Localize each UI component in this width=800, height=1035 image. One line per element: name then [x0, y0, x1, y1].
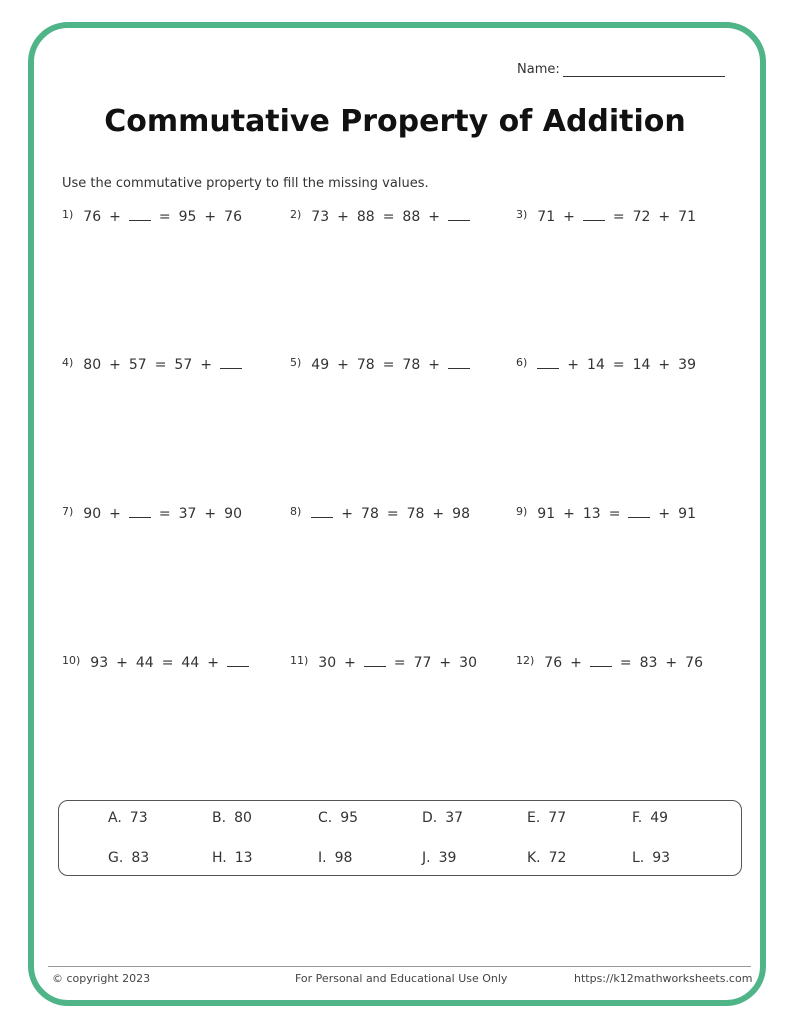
answer-value: 77 [548, 810, 567, 826]
problem-3 [516, 208, 704, 225]
answer-letter: K. [527, 850, 541, 866]
plus-sign: + [204, 506, 217, 522]
plus-sign: + [204, 209, 217, 225]
footer-copyright: © copyright 2023 [52, 972, 151, 985]
plus-sign: + [428, 209, 440, 225]
problem-number: 6) [516, 356, 528, 369]
equals-sign: = [393, 655, 406, 671]
problem-number: 11) [290, 654, 309, 667]
plus-sign: + [207, 655, 219, 671]
plus-sign: + [563, 209, 575, 225]
operand: 76 [83, 209, 102, 225]
equals-sign: = [158, 209, 171, 225]
operand: 14 [632, 357, 651, 373]
problem-number: 10) [62, 654, 81, 667]
operand: 91 [678, 506, 696, 522]
operand: 98 [452, 506, 470, 522]
plus-sign: + [439, 655, 452, 671]
operand: 71 [537, 209, 556, 225]
answer-value: 80 [234, 810, 252, 826]
plus-sign: + [658, 209, 671, 225]
problem-number: 9) [516, 505, 528, 518]
name-label: Name: [517, 62, 560, 77]
answer-blank[interactable] [583, 208, 605, 221]
operand: 30 [459, 655, 477, 671]
operand: 88 [356, 209, 375, 225]
operand: 90 [83, 506, 102, 522]
plus-sign: + [570, 655, 582, 671]
answer-blank[interactable] [220, 356, 242, 369]
answer-blank[interactable] [590, 654, 612, 667]
equals-sign: = [382, 357, 395, 373]
answer-value: 49 [650, 810, 669, 826]
equals-sign: = [612, 209, 625, 225]
equals-sign: = [154, 357, 167, 373]
operand: 78 [356, 357, 375, 373]
problem-number: 4) [62, 356, 74, 369]
operand: 57 [174, 357, 193, 373]
problem-number: 12) [516, 654, 535, 667]
answer-blank[interactable] [628, 505, 650, 518]
problem-5 [290, 356, 478, 373]
equals-sign: = [619, 655, 632, 671]
plus-sign: + [567, 357, 580, 373]
answer-letter: B. [212, 810, 227, 826]
problem-number: 8) [290, 505, 302, 518]
plus-sign: + [337, 357, 349, 373]
plus-sign: + [116, 655, 128, 671]
answer-option [108, 850, 149, 866]
problem-number: 2) [290, 208, 302, 221]
answer-option [422, 850, 456, 866]
answer-blank[interactable] [537, 356, 559, 369]
answer-option [527, 810, 566, 826]
operand: 44 [181, 655, 200, 671]
problem-6 [516, 356, 704, 373]
plus-sign: + [341, 506, 354, 522]
plus-sign: + [432, 506, 445, 522]
operand: 91 [537, 506, 556, 522]
plus-sign: + [200, 357, 212, 373]
operand: 76 [224, 209, 242, 225]
problem-9 [516, 505, 704, 522]
operand: 90 [224, 506, 242, 522]
plus-sign: + [428, 357, 440, 373]
operand: 13 [582, 506, 601, 522]
plus-sign: + [109, 357, 121, 373]
answer-letter: F. [632, 810, 643, 826]
plus-sign: + [665, 655, 678, 671]
answer-blank[interactable] [448, 208, 470, 221]
operand: 83 [639, 655, 658, 671]
answer-blank[interactable] [448, 356, 470, 369]
problem-11 [290, 654, 485, 671]
plus-sign: + [658, 357, 671, 373]
answer-letter: E. [527, 810, 541, 826]
answer-value: 39 [438, 850, 457, 866]
operand: 78 [402, 357, 421, 373]
operand: 72 [632, 209, 651, 225]
answer-option [212, 810, 252, 826]
operand: 80 [83, 357, 102, 373]
answer-value: 73 [129, 810, 148, 826]
footer-usage: For Personal and Educational Use Only [295, 972, 508, 985]
answer-letter: D. [422, 810, 438, 826]
answer-letter: H. [212, 850, 227, 866]
answer-blank[interactable] [129, 505, 151, 518]
answer-letter: L. [632, 850, 645, 866]
answer-blank[interactable] [311, 505, 333, 518]
answer-option [318, 810, 358, 826]
problem-10 [62, 654, 257, 671]
problem-number: 7) [62, 505, 74, 518]
operand: 88 [402, 209, 421, 225]
problem-2 [290, 208, 478, 225]
answer-option [422, 810, 463, 826]
answer-option [108, 810, 148, 826]
instructions: Use the commutative property to fill the missing values. [62, 176, 429, 191]
problem-4 [62, 356, 250, 373]
answer-letter: J. [422, 850, 431, 866]
operand: 44 [135, 655, 154, 671]
problem-8 [290, 505, 478, 522]
name-field [517, 62, 725, 77]
answer-value: 83 [131, 850, 150, 866]
plus-sign: + [337, 209, 349, 225]
worksheet-title: Commutative Property of Addition [104, 104, 686, 139]
operand: 95 [178, 209, 197, 225]
operand: 30 [318, 655, 337, 671]
footer-divider [48, 966, 751, 967]
problem-12 [516, 654, 711, 671]
operand: 76 [544, 655, 563, 671]
operand: 93 [90, 655, 109, 671]
equals-sign: = [612, 357, 625, 373]
answer-blank[interactable] [227, 654, 249, 667]
answer-value: 37 [445, 810, 464, 826]
problem-1 [62, 208, 250, 225]
answer-option [632, 810, 668, 826]
answer-option [212, 850, 253, 866]
equals-sign: = [382, 209, 395, 225]
operand: 76 [685, 655, 703, 671]
answer-option [318, 850, 352, 866]
operand: 71 [678, 209, 696, 225]
name-blank[interactable] [563, 62, 725, 77]
operand: 78 [361, 506, 379, 522]
plus-sign: + [109, 209, 121, 225]
answer-value: 93 [652, 850, 671, 866]
answer-letter: A. [108, 810, 122, 826]
problem-number: 5) [290, 356, 302, 369]
operand: 78 [406, 506, 425, 522]
problem-number: 3) [516, 208, 528, 221]
answer-value: 95 [340, 810, 359, 826]
answer-option [527, 850, 566, 866]
plus-sign: + [344, 655, 356, 671]
plus-sign: + [109, 506, 121, 522]
answer-value: 98 [334, 850, 353, 866]
answer-letter: G. [108, 850, 124, 866]
answer-blank[interactable] [129, 208, 151, 221]
problem-7 [62, 505, 250, 522]
equals-sign: = [161, 655, 174, 671]
plus-sign: + [658, 506, 671, 522]
answer-option [632, 850, 670, 866]
answer-blank[interactable] [364, 654, 386, 667]
operand: 14 [587, 357, 605, 373]
operand: 57 [128, 357, 147, 373]
equals-sign: = [386, 506, 399, 522]
equals-sign: = [158, 506, 171, 522]
footer-url[interactable]: https://k12mathworksheets.com [574, 972, 753, 985]
problem-number: 1) [62, 208, 74, 221]
plus-sign: + [563, 506, 575, 522]
equals-sign: = [608, 506, 621, 522]
operand: 39 [678, 357, 696, 373]
operand: 49 [311, 357, 330, 373]
answer-letter: C. [318, 810, 333, 826]
answer-value: 72 [548, 850, 567, 866]
operand: 77 [413, 655, 432, 671]
answer-letter: I. [318, 850, 327, 866]
operand: 37 [178, 506, 197, 522]
operand: 73 [311, 209, 330, 225]
answer-value: 13 [234, 850, 253, 866]
